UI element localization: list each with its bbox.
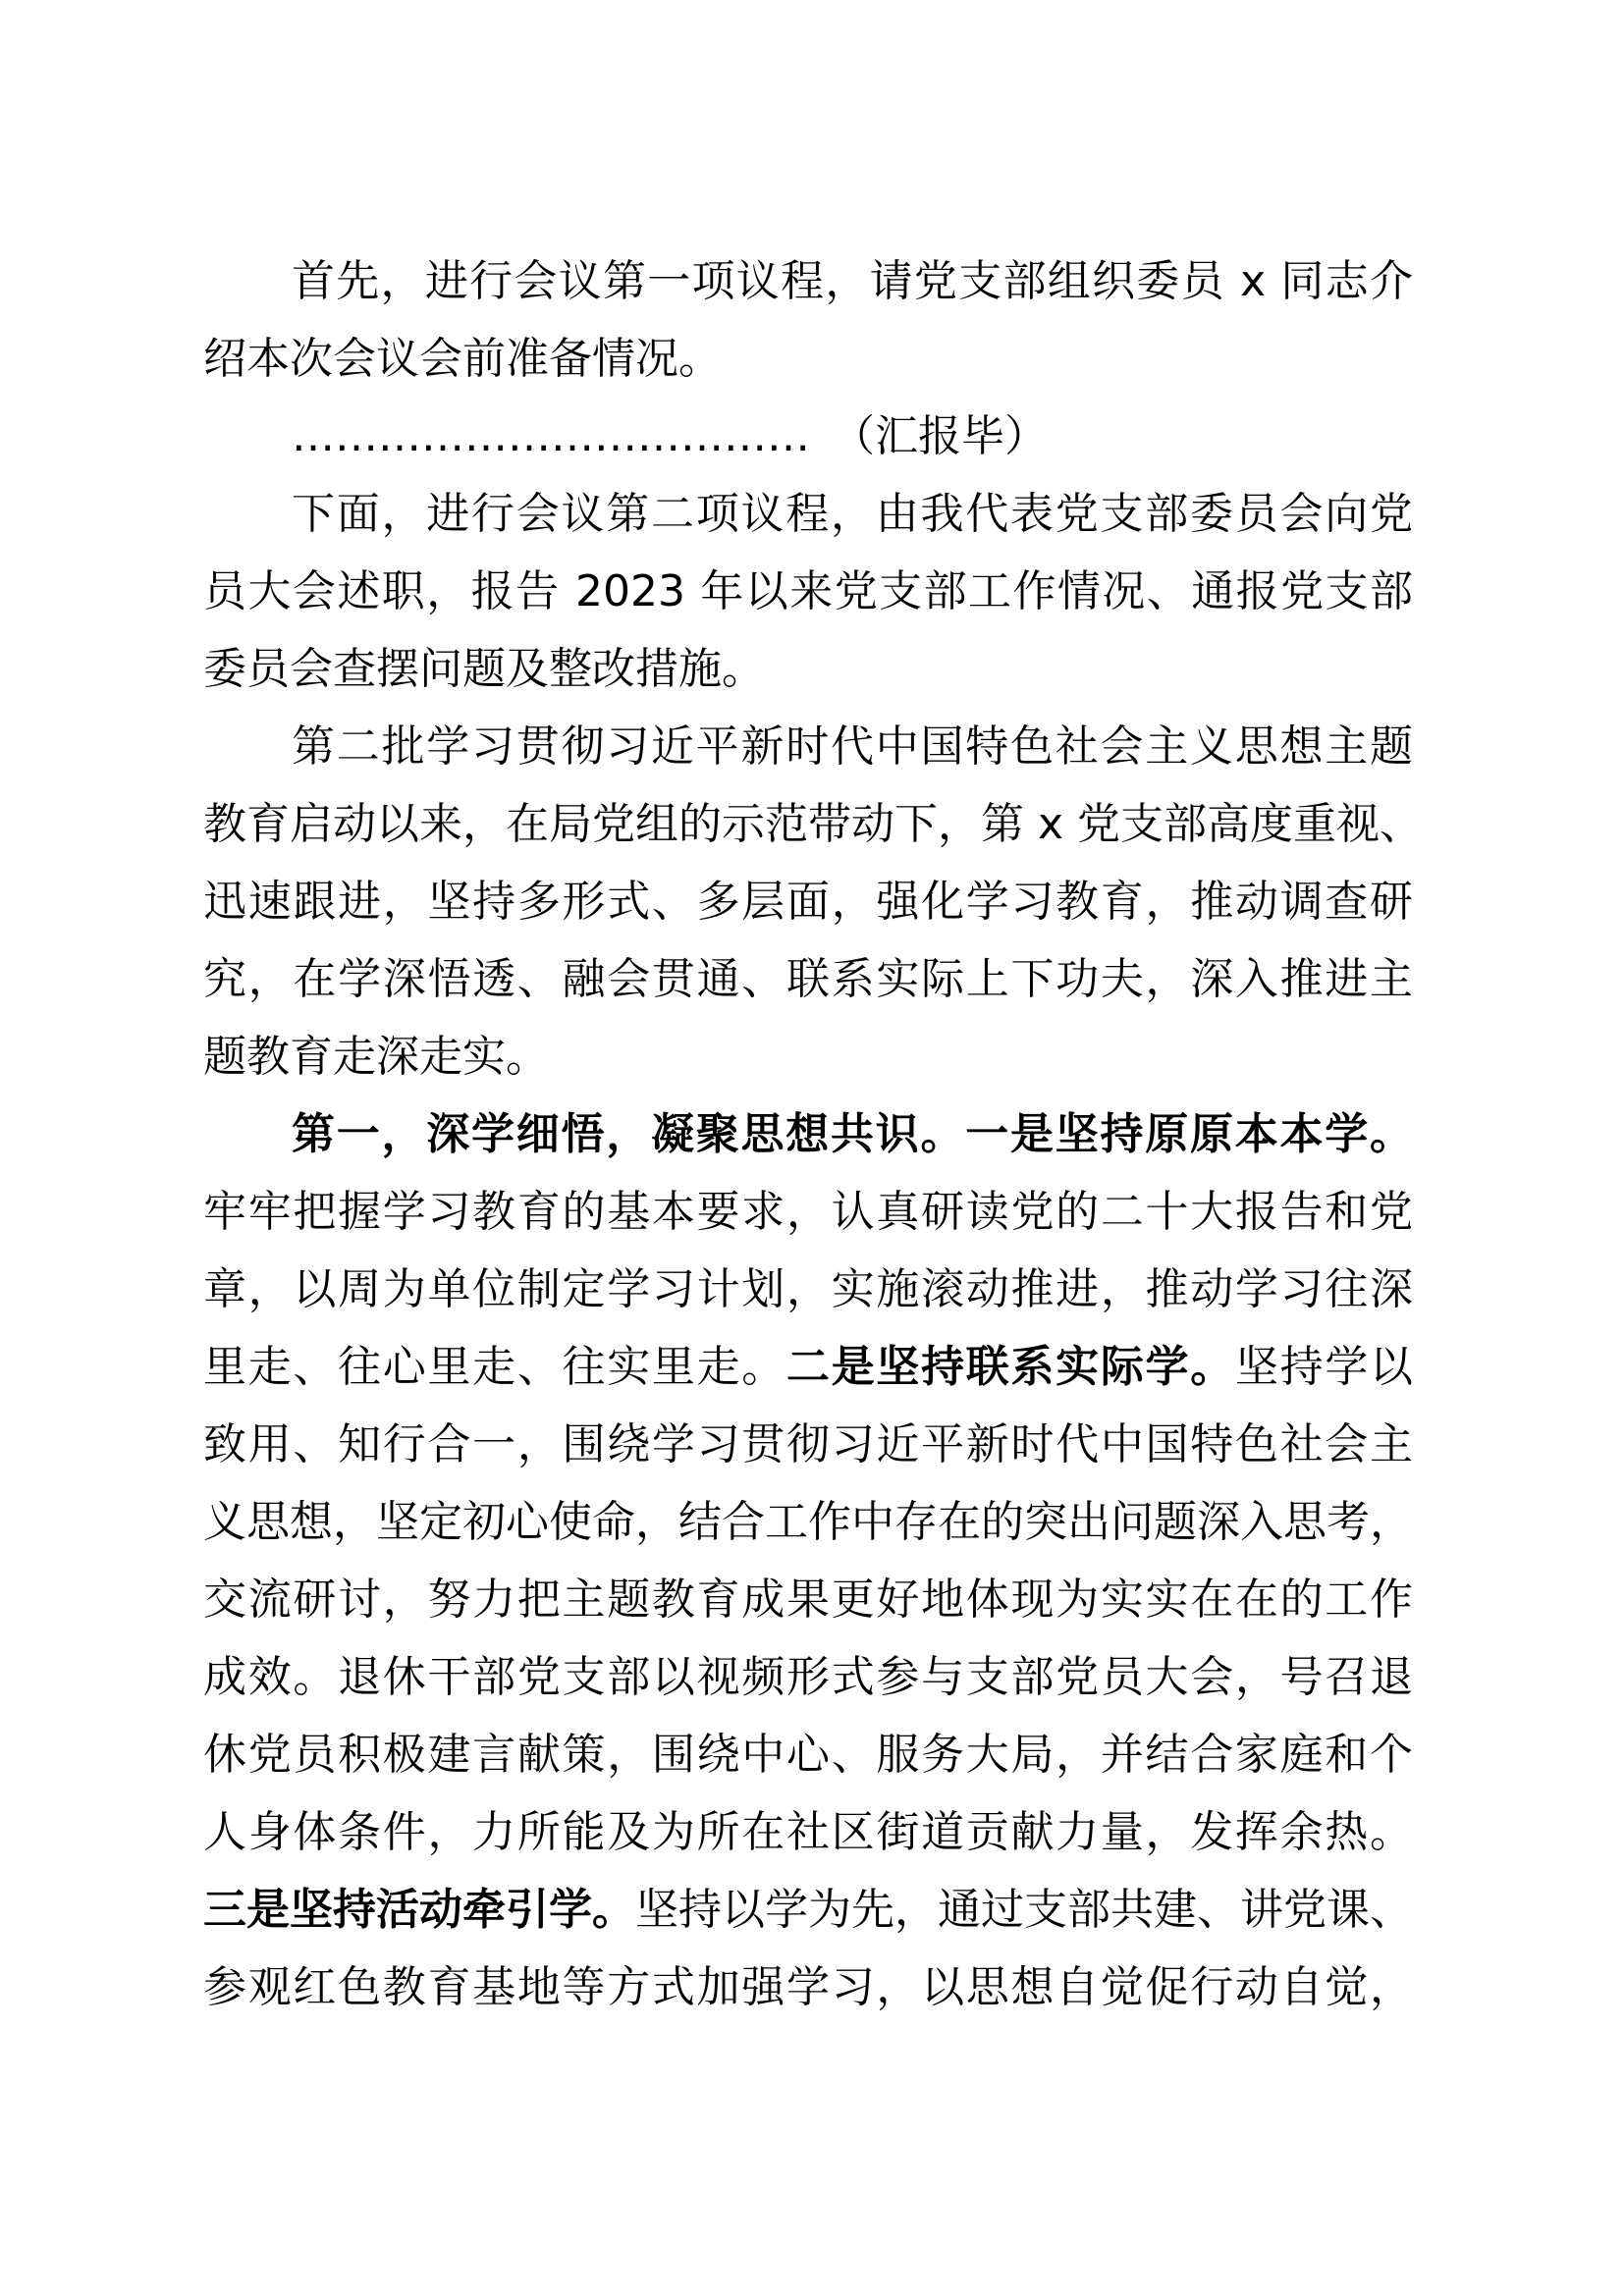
paragraph-5-line [203,1251,1413,1328]
paragraph-5-line [203,1483,1413,1561]
paragraph-4-line [203,785,1424,863]
paragraph-5-line [203,1716,1413,1793]
paragraph-5-line [203,1561,1413,1638]
body-text: 交流研讨，努力把主题教育成果更好地体现为实实在在的工作 [203,1575,1413,1625]
body-text: 成效。退休干部党支部以视频形式参与支部党员大会，号召退 [203,1652,1413,1702]
body-text: 迅速跟进，坚持多形式、多层面，强化学习教育，推动调查研 [203,877,1413,927]
paragraph-3-line [203,553,1413,630]
body-text: 义思想，坚定初心使命，结合工作中存在的突出问题深入思考， [203,1497,1413,1547]
body-text: 致用、知行合一，围绕学习贯彻习近平新时代中国特色社会主 [203,1419,1413,1469]
document-body [203,242,1424,2026]
paragraph-4-line [203,1018,1413,1095]
body-text: 章，以周为单位制定学习计划，实施滚动推进，推动学习往深 [203,1264,1413,1314]
paragraph-1-line [203,320,1413,398]
paragraph-4-line [203,863,1413,940]
paragraph-5-line [203,1328,1413,1406]
body-text: 坚持学以 [1234,1342,1414,1392]
bold-heading-text: 三是坚持活动牵引学。 [203,1885,635,1935]
body-text: 坚持以学为先，通过支部共建、讲党课、 [635,1885,1413,1935]
body-text: 究，在学深悟透、融会贯通、联系实际上下功夫，深入推进主 [203,954,1413,1004]
body-text: 首先，进行会议第一项议程，请党支部组织委员 x 同志介 [292,256,1413,306]
body-text: 里走、往心里走、往实里走。 [203,1342,786,1392]
body-text: 休党员积极建言献策，围绕中心、服务大局，并结合家庭和个 [203,1730,1413,1780]
body-text: 委员会查摆问题及整改措施。 [203,644,765,694]
body-text: 题教育走深走实。 [203,1032,549,1082]
body-text: 第二批学习贯彻习近平新时代中国特色社会主义思想主题 [292,721,1413,772]
body-text: 教育启动以来，在局党组的示范带动下，第 x 党支部高度重视、 [203,799,1424,849]
paragraph-3-line [203,475,1413,553]
bold-heading-text: 二是坚持联系实际学。 [786,1342,1235,1392]
paragraph-4-line [203,940,1413,1018]
paragraph-4-line [203,708,1413,785]
body-text: 牢牢把握学习教育的基本要求，认真研读党的二十大报告和党 [203,1187,1413,1237]
body-text: 人身体条件，力所能及为所在社区街道贡献力量，发挥余热。 [203,1807,1413,1857]
paragraph-5-line [203,1173,1413,1251]
paragraph-5-line [203,1638,1413,1716]
paragraph-5-line [203,1095,1413,1173]
paragraph-5-line [203,1406,1413,1483]
body-text: 员大会述职，报告 2023 年以来党支部工作情况、通报党支部 [203,566,1413,616]
body-text: 下面，进行会议第二项议程，由我代表党支部委员会向党 [292,489,1413,539]
paragraph-3-line [203,630,1413,708]
paragraph-5-line [203,1871,1413,1949]
bold-heading-text: 第一，深学细悟，凝聚思想共识。一是坚持原原本本学。 [292,1109,1413,1159]
paragraph-5-line [203,1793,1413,1871]
paragraph-1-line [203,242,1413,320]
paragraph-5-line [203,1949,1413,2026]
body-text: 绍本次会议会前准备情况。 [203,334,722,384]
body-text: 参观红色教育基地等方式加强学习，以思想自觉促行动自觉， [203,1962,1413,2012]
body-text: ……………………………… （汇报毕） [292,411,1048,461]
paragraph-2-line [203,398,1413,475]
